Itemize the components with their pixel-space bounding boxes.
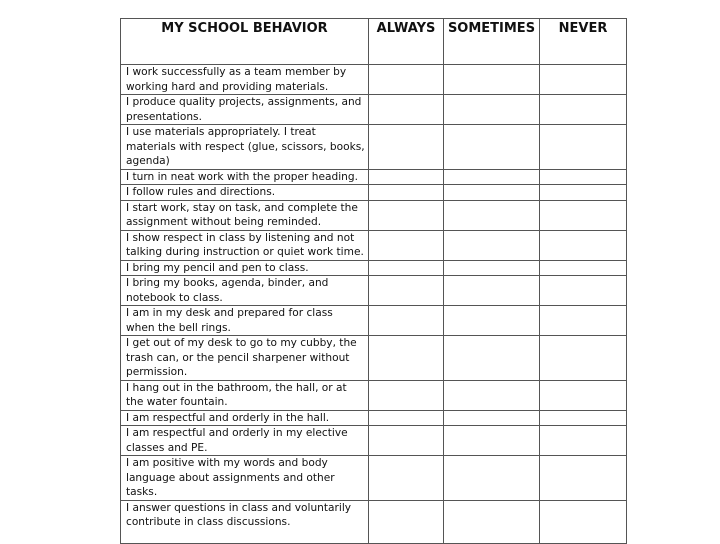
statement-line: contribute in class discussions. [126,516,291,528]
behavior-statement [121,200,369,230]
never-checkbox-cell[interactable] [540,306,627,336]
never-checkbox-cell[interactable] [540,185,627,201]
never-checkbox-cell[interactable] [540,426,627,456]
never-checkbox-cell[interactable] [540,456,627,501]
statement-line: talking during instruction or quiet work time. [126,246,364,258]
behavior-statement [121,169,369,185]
always-checkbox-cell[interactable] [369,95,444,125]
sometimes-checkbox-cell[interactable] [444,185,540,201]
behavior-statement [121,306,369,336]
behavior-statement [121,410,369,426]
sometimes-checkbox-cell[interactable] [444,200,540,230]
statement-line: I show respect in class by listening and not [126,231,355,244]
behavior-rows [121,65,627,544]
always-checkbox-cell[interactable] [369,306,444,336]
sometimes-checkbox-cell[interactable] [444,125,540,170]
never-checkbox-cell[interactable] [540,380,627,410]
sometimes-checkbox-cell[interactable] [444,336,540,381]
statement-line: I am in my desk and prepared for class [126,307,333,319]
table-row [121,95,627,125]
table-row [121,336,627,381]
statement-line: notebook to class. [126,291,223,304]
statement-line: I am respectful and orderly in my elective [126,427,348,439]
table-row [121,200,627,230]
always-checkbox-cell[interactable] [369,230,444,260]
statement-line: I use materials appropriately. I treat [126,126,316,138]
statement-line: I bring my books, agenda, binder, and [126,277,329,289]
always-checkbox-cell[interactable] [369,125,444,170]
never-checkbox-cell[interactable] [540,95,627,125]
always-checkbox-cell[interactable] [369,260,444,276]
table-row [121,125,627,170]
statement-line: tasks. [126,486,158,498]
table-row [121,306,627,336]
sometimes-checkbox-cell[interactable] [444,276,540,306]
statement-line: permission. [126,366,188,378]
statement-line: I produce quality projects, assignments, and [126,96,362,108]
header-row [121,19,627,65]
sometimes-column-header: SOMETIMES [444,19,540,65]
always-checkbox-cell[interactable] [369,336,444,381]
always-checkbox-cell[interactable] [369,185,444,201]
statement-line: assignment without being reminded. [126,216,322,228]
never-checkbox-cell[interactable] [540,410,627,426]
never-column-header: NEVER [540,19,627,65]
behavior-statement [121,125,369,170]
never-checkbox-cell[interactable] [540,230,627,260]
never-checkbox-cell[interactable] [540,169,627,185]
behavior-statement [121,185,369,201]
never-checkbox-cell[interactable] [540,276,627,306]
always-checkbox-cell[interactable] [369,410,444,426]
statement-line: agenda) [126,155,170,167]
statement-line: I am positive with my words and body [126,457,328,469]
sometimes-checkbox-cell[interactable] [444,65,540,95]
behavior-statement [121,95,369,125]
sometimes-checkbox-cell[interactable] [444,230,540,260]
behavior-checklist-table [120,18,627,544]
behavior-statement [121,456,369,501]
statement-line: I hang out in the bathroom, the hall, or at [126,381,347,394]
sometimes-checkbox-cell[interactable] [444,410,540,426]
behavior-statement [121,276,369,306]
table-row [121,276,627,306]
never-checkbox-cell[interactable] [540,200,627,230]
behavior-column-header: MY SCHOOL BEHAVIOR [121,19,369,65]
never-checkbox-cell[interactable] [540,260,627,276]
always-checkbox-cell[interactable] [369,500,444,543]
statement-line: classes and PE. [126,441,208,454]
behavior-statement [121,65,369,95]
always-checkbox-cell[interactable] [369,426,444,456]
sometimes-checkbox-cell[interactable] [444,95,540,125]
behavior-statement [121,500,369,543]
sometimes-checkbox-cell[interactable] [444,426,540,456]
never-checkbox-cell[interactable] [540,336,627,381]
statement-line: I follow rules and directions. [126,186,276,198]
statement-line: presentations. [126,110,202,123]
sometimes-checkbox-cell[interactable] [444,306,540,336]
table-row [121,380,627,410]
always-checkbox-cell[interactable] [369,200,444,230]
statement-line: language about assignments and other [126,471,335,484]
sometimes-checkbox-cell[interactable] [444,380,540,410]
statement-line: when the bell rings. [126,321,231,334]
table-row [121,65,627,95]
statement-line: I am respectful and orderly in the hall. [126,411,330,424]
never-checkbox-cell[interactable] [540,500,627,543]
behavior-statement [121,336,369,381]
behavior-statement [121,260,369,276]
always-checkbox-cell[interactable] [369,65,444,95]
table-row [121,169,627,185]
statement-line: the water fountain. [126,396,228,408]
table-row [121,500,627,543]
table-row [121,426,627,456]
statement-line: trash can, or the pencil sharpener without [126,351,350,364]
always-checkbox-cell[interactable] [369,169,444,185]
sometimes-checkbox-cell[interactable] [444,260,540,276]
statement-line: I get out of my desk to go to my cubby, the [126,337,357,349]
behavior-statement [121,230,369,260]
statement-line: materials with respect (glue, scissors, books, [126,140,365,153]
statement-line: working hard and providing materials. [126,80,329,93]
never-checkbox-cell[interactable] [540,125,627,170]
table-row [121,410,627,426]
table-row [121,185,627,201]
statement-line: I bring my pencil and pen to class. [126,261,309,274]
always-checkbox-cell[interactable] [369,456,444,501]
table-row [121,230,627,260]
always-checkbox-cell[interactable] [369,380,444,410]
always-checkbox-cell[interactable] [369,276,444,306]
behavior-statement [121,426,369,456]
sometimes-checkbox-cell[interactable] [444,169,540,185]
statement-line: I start work, stay on task, and complete the [126,201,358,214]
sometimes-checkbox-cell[interactable] [444,500,540,543]
statement-line: I work successfully as a team member by [126,66,347,78]
table-row [121,456,627,501]
never-checkbox-cell[interactable] [540,65,627,95]
statement-line: I answer questions in class and voluntarily [126,501,352,514]
behavior-statement [121,380,369,410]
table-row [121,260,627,276]
statement-line: I turn in neat work with the proper heading. [126,170,358,183]
always-column-header: ALWAYS [369,19,444,65]
sometimes-checkbox-cell[interactable] [444,456,540,501]
